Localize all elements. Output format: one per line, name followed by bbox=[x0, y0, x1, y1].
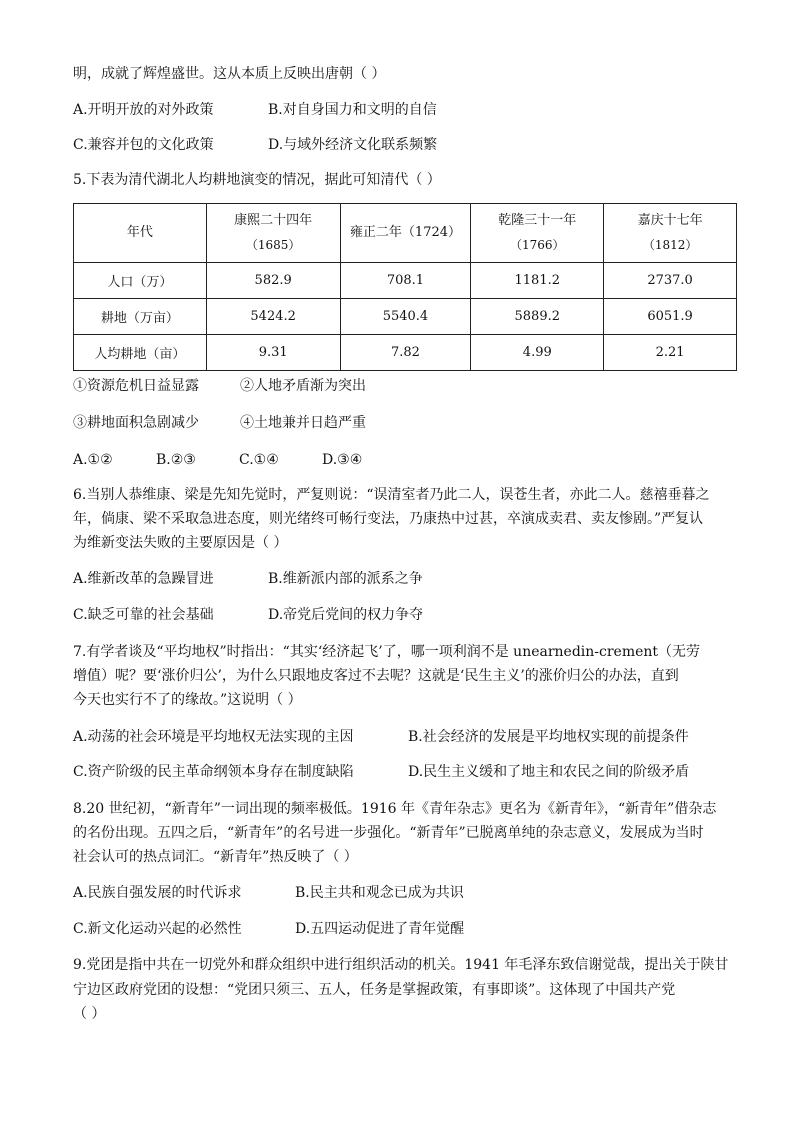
table-cell: 9.31 bbox=[206, 335, 340, 371]
q6-option-a[interactable]: A.维新改革的急躁冒进 bbox=[73, 571, 214, 587]
q5-item-4: ④土地兼并日趋严重 bbox=[240, 415, 366, 431]
header-cell: 年代 bbox=[74, 204, 207, 263]
q5-option-a[interactable]: A.①② bbox=[73, 452, 113, 468]
table-cell: 2.21 bbox=[604, 335, 737, 371]
table-cell: 5889.2 bbox=[471, 299, 604, 335]
q7-option-d[interactable]: D.民生主义缓和了地主和农民之间的阶级矛盾 bbox=[408, 764, 690, 780]
q8-option-a[interactable]: A.民族自强发展的时代诉求 bbox=[73, 885, 242, 901]
q6-option-d[interactable]: D.帝党后党间的权力争夺 bbox=[268, 607, 424, 623]
q5-stem: 5.下表为清代湖北人均耕地演变的情况，据此可知清代（ ） bbox=[73, 172, 441, 188]
table-cell: 708.1 bbox=[340, 263, 471, 299]
q5-item-1: ①资源危机日益显露 bbox=[73, 378, 199, 394]
cultivated-land-table bbox=[73, 203, 737, 371]
q6-stem-line: 6.当别人恭维康、梁是先知先觉时，严复则说：“误清室者乃此二人，误苍生者，亦此二人。慈禧垂暮之 bbox=[73, 487, 710, 503]
q7-stem-line: 今天也实行不了的缘故。”这说明（ ） bbox=[73, 692, 302, 708]
table-row bbox=[74, 299, 737, 335]
header-cell: 雍正二年（1724） bbox=[340, 204, 471, 263]
q5-option-d[interactable]: D.③④ bbox=[322, 452, 363, 468]
q8-stem-line: 的名份出现。五四之后，“新青年”的名号进一步强化。“新青年”已脱离单纯的杂志意义，发展成为当时 bbox=[73, 825, 704, 841]
table-cell: 582.9 bbox=[206, 263, 340, 299]
row-label: 人口（万） bbox=[74, 263, 207, 299]
table-cell: 2737.0 bbox=[604, 263, 737, 299]
q5-option-b[interactable]: B.②③ bbox=[156, 452, 196, 468]
table-cell: 5540.4 bbox=[340, 299, 471, 335]
q9-stem-line: 宁边区政府党团的设想：“党团只须三、五人，任务是掌握政策，有事即谈”。这体现了中国共产党 bbox=[73, 982, 676, 998]
table-cell: 4.99 bbox=[471, 335, 604, 371]
table-cell: 5424.2 bbox=[206, 299, 340, 335]
q4-option-c[interactable]: C.兼容并包的文化政策 bbox=[73, 137, 214, 153]
table-row bbox=[74, 335, 737, 371]
q4-stem-tail: 明，成就了辉煌盛世。这从本质上反映出唐朝（ ） bbox=[73, 66, 386, 82]
table-cell: 1181.2 bbox=[471, 263, 604, 299]
q9-stem-line: （ ） bbox=[73, 1006, 106, 1022]
table-cell: 7.82 bbox=[340, 335, 471, 371]
q5-option-c[interactable]: C.①④ bbox=[239, 452, 279, 468]
q7-option-a[interactable]: A.动荡的社会环境是平均地权无法实现的主因 bbox=[73, 729, 354, 745]
q6-option-b[interactable]: B.维新派内部的派系之争 bbox=[268, 571, 423, 587]
table-cell: 6051.9 bbox=[604, 299, 737, 335]
q8-stem-line: 社会认可的热点词汇。“新青年”热反映了（ ） bbox=[73, 849, 358, 865]
q8-stem-line: 8.20 世纪初，“新青年”一词出现的频率极低。1916 年《青年杂志》更名为《新青年》，“新青年”借杂志 bbox=[73, 801, 717, 817]
q6-option-c[interactable]: C.缺乏可靠的社会基础 bbox=[73, 607, 214, 623]
q8-option-b[interactable]: B.民主共和观念已成为共识 bbox=[295, 885, 464, 901]
q8-option-c[interactable]: C.新文化运动兴起的必然性 bbox=[73, 921, 242, 937]
q4-option-b[interactable]: B.对自身国力和文明的自信 bbox=[268, 102, 437, 118]
q7-stem-line: 增值）呢？要‘涨价归公’，为什么只跟地皮客过不去呢？这就是‘民生主义’的涨价归公的办法，直到 bbox=[73, 668, 679, 684]
header-cell: 嘉庆十七年 （1812） bbox=[604, 204, 737, 263]
q6-stem-line: 为维新变法失败的主要原因是（ ） bbox=[73, 535, 288, 551]
q7-option-b[interactable]: B.社会经济的发展是平均地权实现的前提条件 bbox=[408, 729, 689, 745]
q4-option-a[interactable]: A.开明开放的对外政策 bbox=[73, 102, 214, 118]
q5-item-3: ③耕地面积急剧减少 bbox=[73, 415, 199, 431]
row-label: 人均耕地（亩） bbox=[74, 335, 207, 371]
q7-stem-line: 7.有学者谈及“平均地权”时指出：“其实‘经济起飞’了，哪一项利润不是 unearnedin-crement（无劳 bbox=[73, 644, 701, 660]
q6-stem-line: 年，倘康、梁不采取急进态度，则光绪终可畅行变法，乃康热中过甚，卒演成卖君、卖友惨剧。”严复认 bbox=[73, 511, 704, 527]
q5-item-2: ②人地矛盾渐为突出 bbox=[240, 378, 366, 394]
table-row bbox=[74, 263, 737, 299]
header-cell: 康熙二十四年 （1685） bbox=[206, 204, 340, 263]
header-cell: 乾隆三十一年 （1766） bbox=[471, 204, 604, 263]
q8-option-d[interactable]: D.五四运动促进了青年觉醒 bbox=[295, 921, 465, 937]
q4-option-d[interactable]: D.与域外经济文化联系频繁 bbox=[268, 137, 438, 153]
q9-stem-line: 9.党团是指中共在一切党外和群众组织中进行组织活动的机关。1941 年毛泽东致信谢觉哉，提出关于陕甘 bbox=[73, 957, 729, 973]
q7-option-c[interactable]: C.资产阶级的民主革命纲领本身存在制度缺陷 bbox=[73, 764, 354, 780]
table-header-row bbox=[74, 204, 737, 263]
row-label: 耕地（万亩） bbox=[74, 299, 207, 335]
